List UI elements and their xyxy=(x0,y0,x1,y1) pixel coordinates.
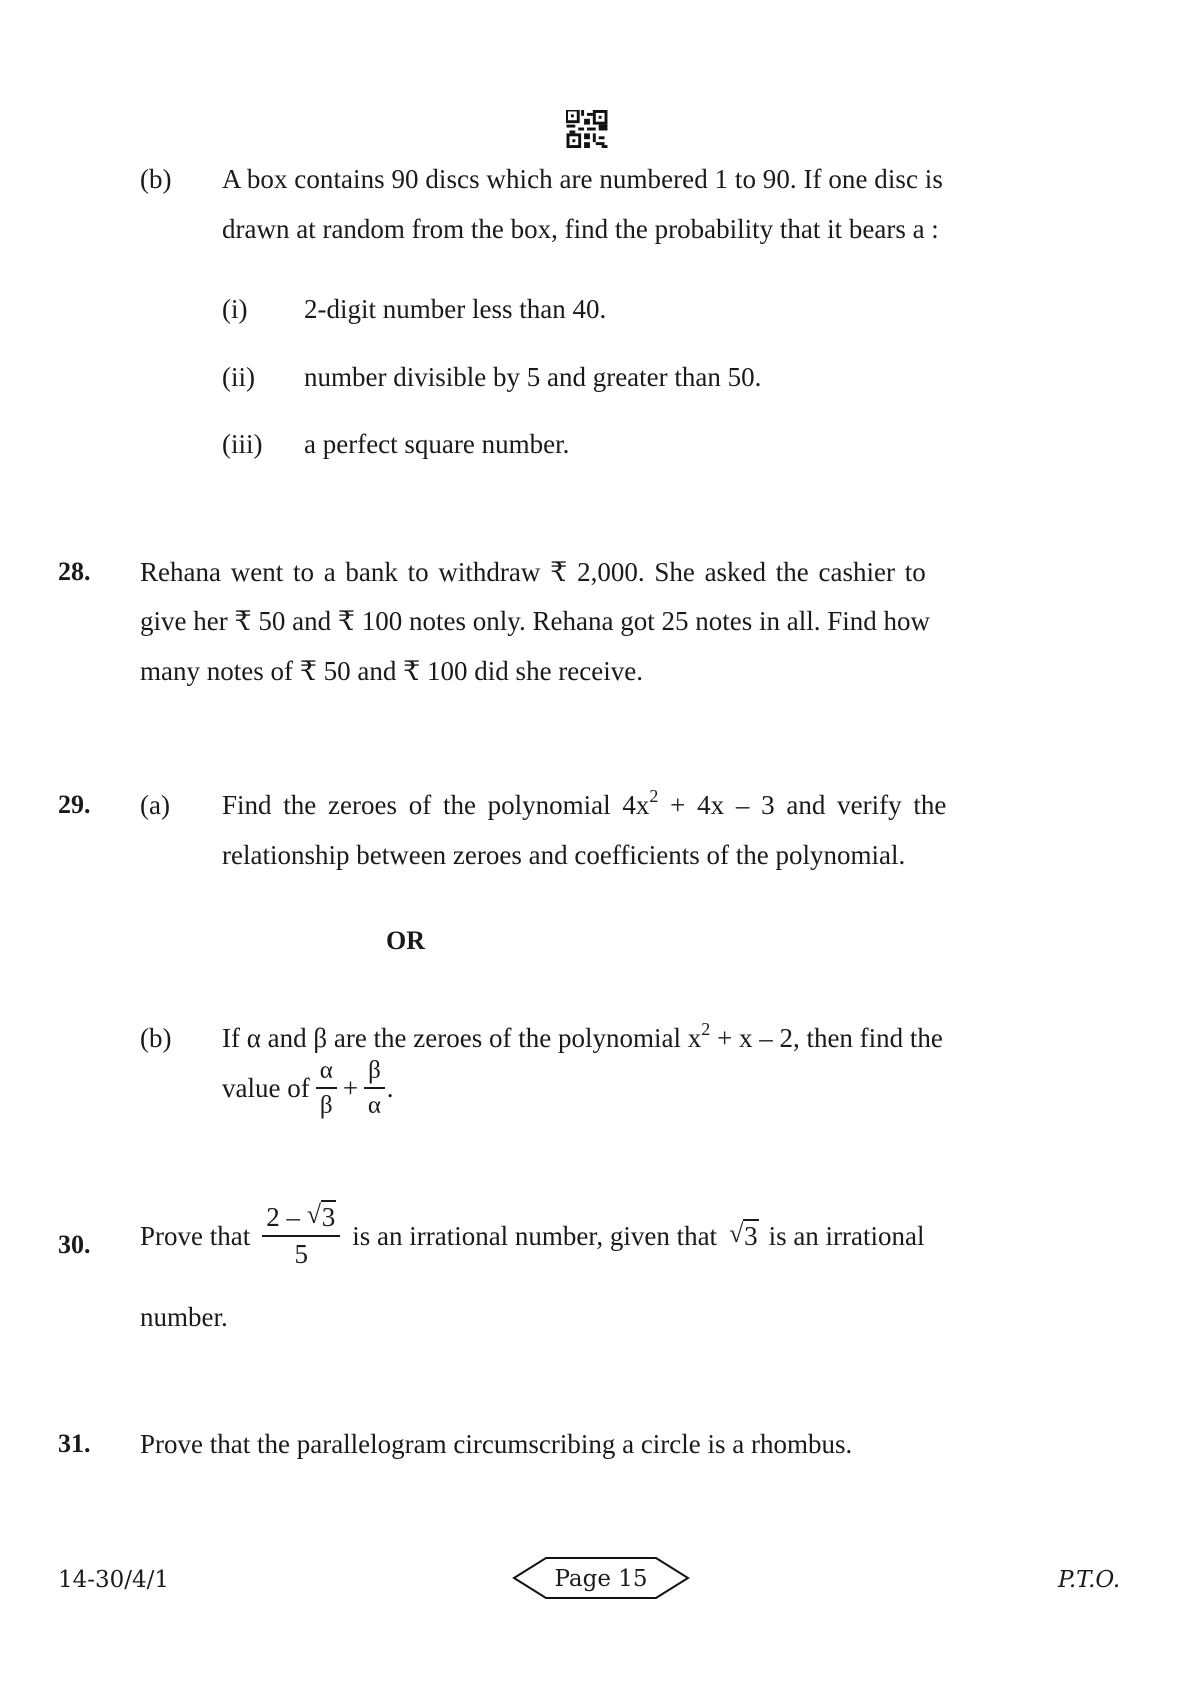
q29a-label: (a) xyxy=(140,790,170,820)
qr-code-icon xyxy=(566,110,608,148)
page-number-badge xyxy=(512,1556,690,1600)
q30-pre: Prove that xyxy=(140,1220,251,1251)
beta-over-alpha-fraction xyxy=(364,1058,385,1118)
sqrt-symbol xyxy=(729,1220,759,1251)
period: . xyxy=(386,1072,394,1103)
q27b-part-i-text: 2-digit number less than 40. xyxy=(304,294,607,324)
q28-line3: many notes of ₹ 50 and ₹ 100 did she receive. xyxy=(140,656,643,686)
q30-number: 30. xyxy=(58,1230,91,1259)
q29b-label: (b) xyxy=(140,1023,172,1053)
q29a-line1-post: + 4x – 3 and verify the xyxy=(658,790,947,820)
fraction-denominator: 5 xyxy=(294,1239,308,1269)
radicand: 3 xyxy=(744,1220,758,1251)
alpha-over-beta-fraction xyxy=(316,1058,337,1118)
q31-text: Prove that the parallelogram circumscribing a circle is a rhombus. xyxy=(140,1429,853,1459)
q29b-line1 xyxy=(222,1019,943,1053)
or-separator: OR xyxy=(386,926,425,955)
page-number: Page 15 xyxy=(554,1566,648,1592)
q30-line2: number. xyxy=(140,1302,228,1332)
q28-line2: give her ₹ 50 and ₹ 100 notes only. Rehana got 25 notes in all. Find how xyxy=(140,606,931,636)
q29b-line2 xyxy=(222,1058,394,1118)
fraction-numerator xyxy=(262,1204,340,1237)
sqrt-symbol xyxy=(307,1204,337,1231)
radicand: 3 xyxy=(321,1202,336,1232)
q27b-part-iii-label: (iii) xyxy=(222,429,263,459)
q27b-line2: drawn at random from the box, find the probability that it bears a : xyxy=(222,214,939,244)
q27b-label: (b) xyxy=(140,164,172,194)
paper-code: 14-30/4/1 xyxy=(58,1567,170,1593)
q27b-part-ii-text: number divisible by 5 and greater than 50. xyxy=(304,362,762,392)
fraction-denominator: β xyxy=(319,1092,333,1119)
fraction-denominator: α xyxy=(367,1092,381,1119)
q28-number: 28. xyxy=(58,557,91,586)
q27b-part-i-label: (i) xyxy=(222,294,248,324)
please-turn-over: P.T.O. xyxy=(1058,1567,1121,1593)
q29a-line1-pre: Find the zeroes of the polynomial 4x xyxy=(222,790,650,820)
q30-post: is an irrational xyxy=(768,1220,925,1251)
q29b-value-of: value of xyxy=(222,1072,310,1103)
q30-mid: is an irrational number, given that xyxy=(352,1220,718,1251)
q31-number: 31. xyxy=(58,1429,91,1458)
q29a-exponent: 2 xyxy=(649,786,659,806)
q27b-line1-text: A box contains 90 discs which are numbered 1 to 90. If one disc is xyxy=(222,164,943,194)
q30-line1 xyxy=(140,1196,925,1276)
q28-line1: Rehana went to a bank to withdraw ₹ 2,000. She asked the cashier to xyxy=(140,557,926,587)
fraction-numerator: β xyxy=(364,1058,385,1089)
plus-sign: + xyxy=(342,1072,359,1103)
q27b-part-ii-label: (ii) xyxy=(222,362,255,392)
numerator-text: 2 – xyxy=(266,1202,307,1232)
q29b-exponent: 2 xyxy=(701,1019,711,1039)
q29-number: 29. xyxy=(58,790,91,819)
q29a-line1 xyxy=(222,786,947,820)
two-minus-root3-over-5-fraction xyxy=(262,1204,340,1268)
fraction-numerator: α xyxy=(316,1058,337,1089)
q29a-line2: relationship between zeroes and coefficients of the polynomial. xyxy=(222,840,906,870)
q27b-part-iii-text: a perfect square number. xyxy=(304,429,570,459)
q29b-line1-post: + x – 2, then find the xyxy=(710,1023,943,1053)
q29b-line1-pre: If α and β are the zeroes of the polynomial x xyxy=(222,1023,702,1053)
q27b-line1 xyxy=(222,166,1072,193)
